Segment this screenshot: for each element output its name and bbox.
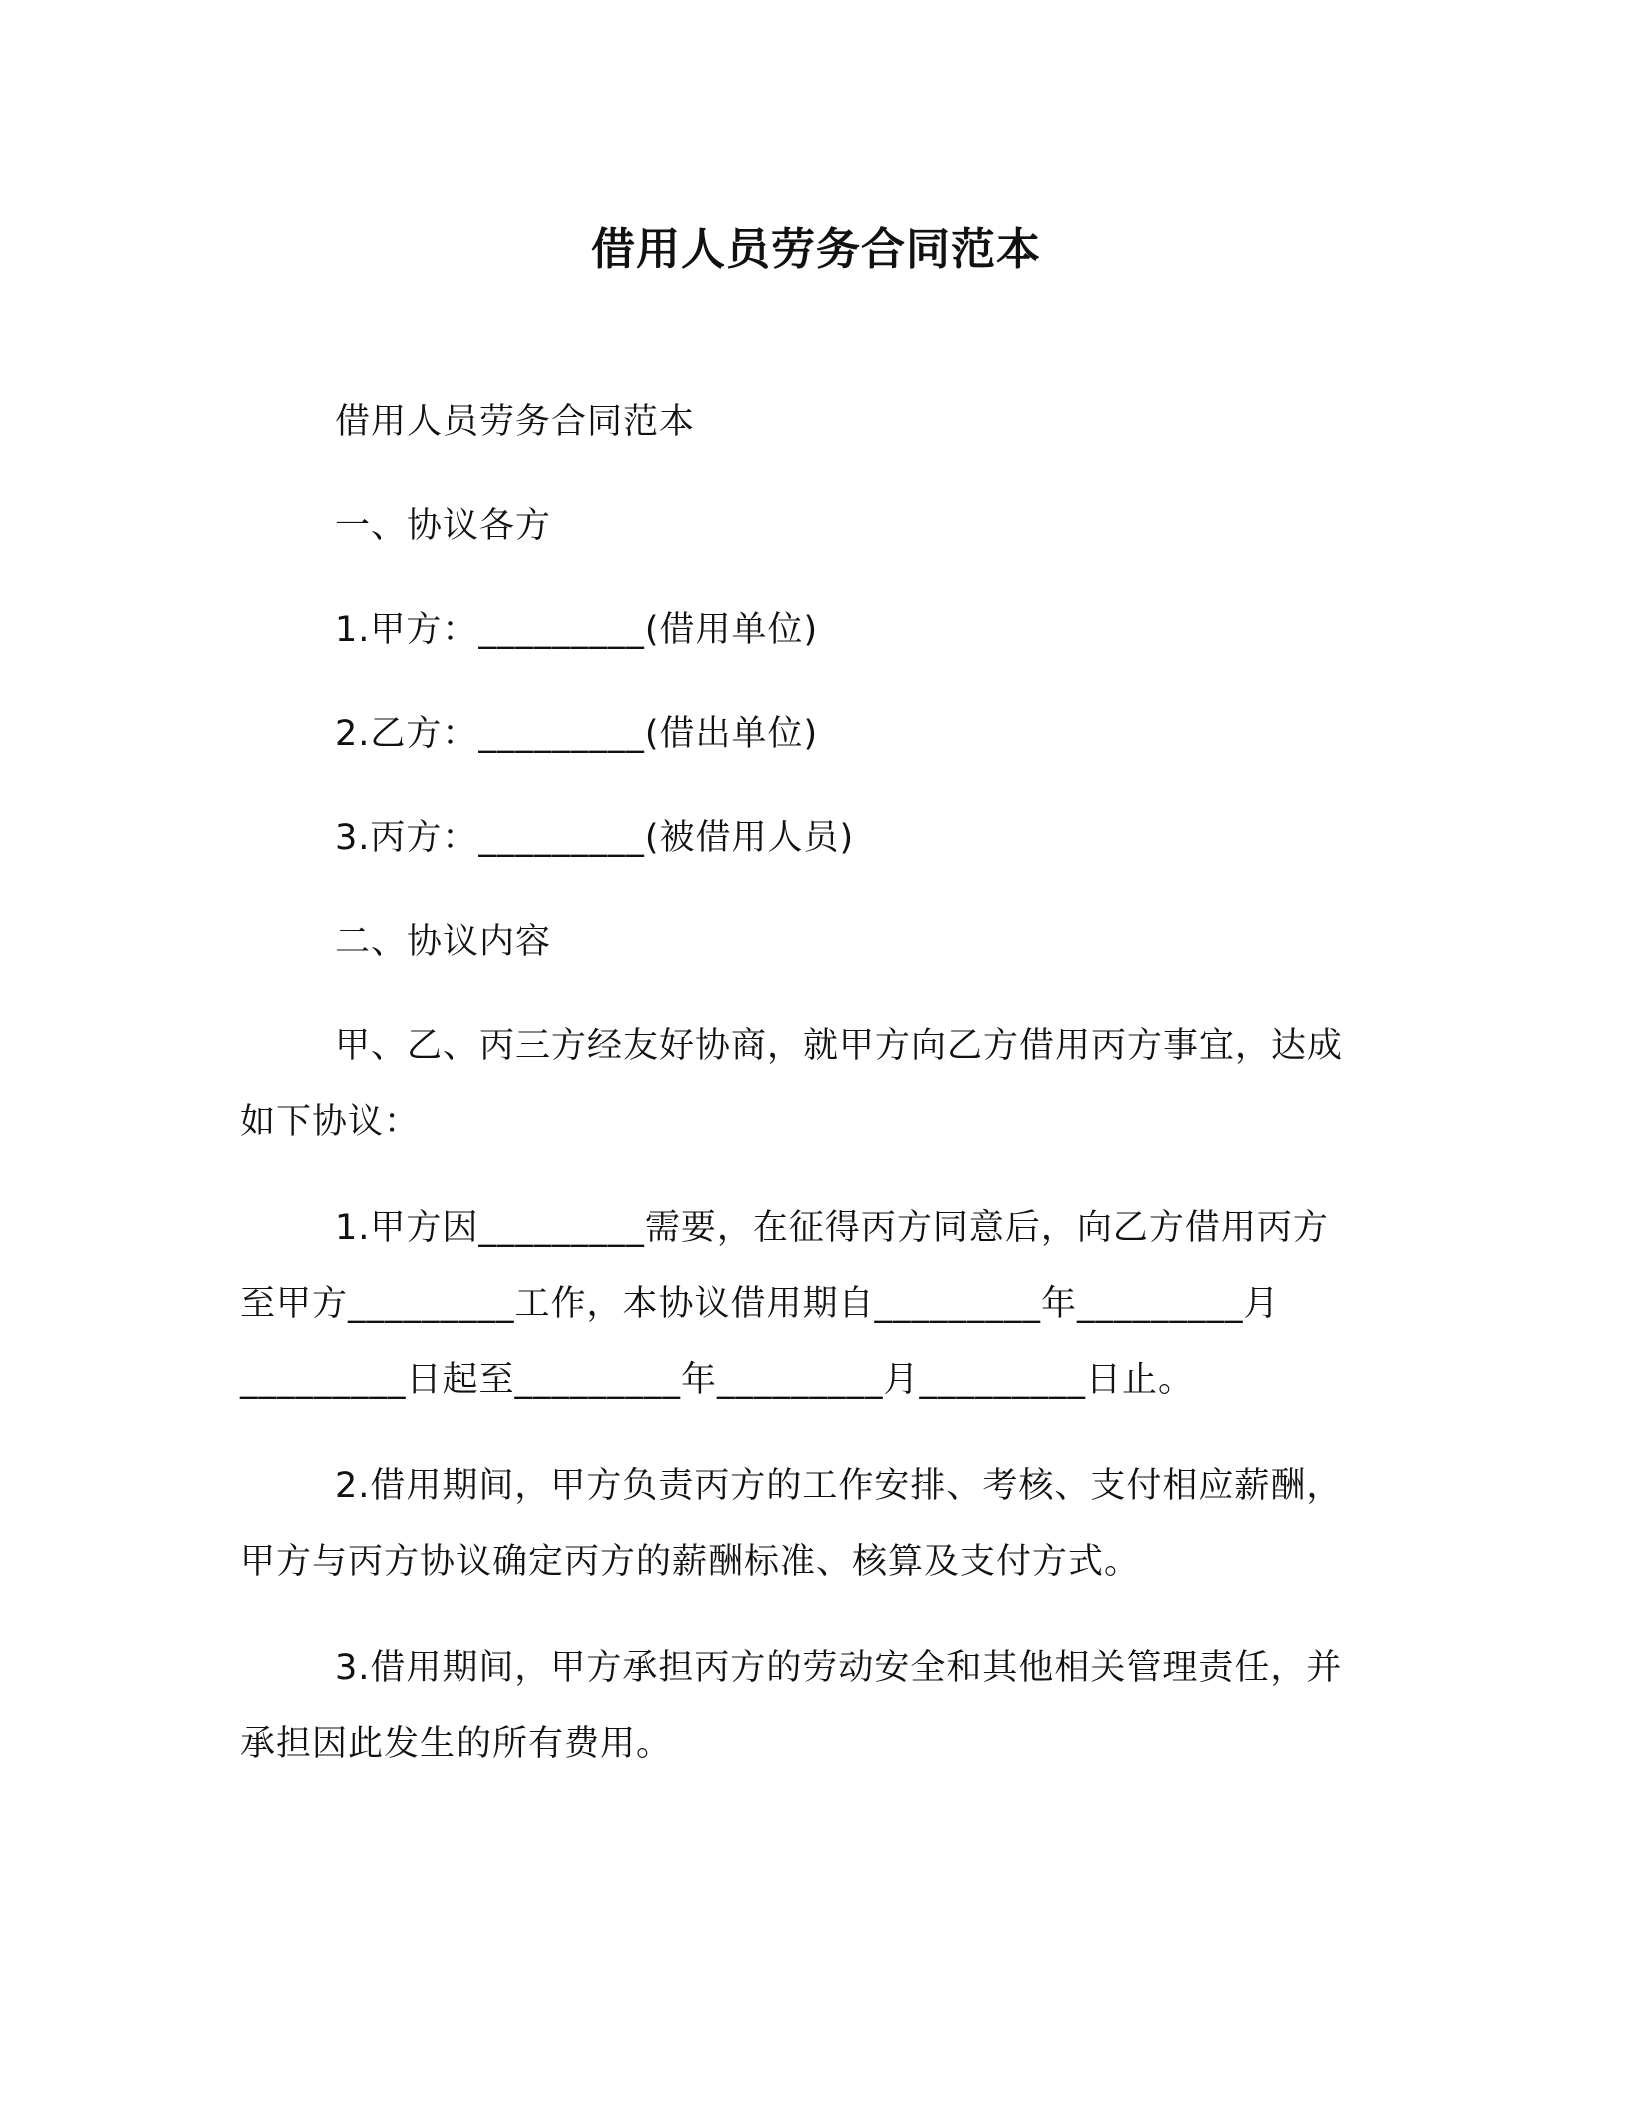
section-1-heading-text: 一、协议各方 xyxy=(335,506,552,546)
clause-1-line-3: _________日起至_________年_________月_________日止。 xyxy=(240,1360,1195,1400)
intro-paragraph xyxy=(240,1008,1390,1160)
party-b-text: 2.乙方：_________(借出单位) xyxy=(335,714,819,754)
party-c xyxy=(240,800,1390,876)
clause-2-paragraph xyxy=(240,1448,1390,1600)
party-b xyxy=(240,696,1390,772)
clause-2-line-1: 2.借用期间，甲方负责丙方的工作安排、考核、支付相应薪酬， xyxy=(335,1466,1343,1506)
party-a xyxy=(240,592,1390,668)
section-2-heading xyxy=(240,904,1390,980)
subtitle-text: 借用人员劳务合同范本 xyxy=(335,402,696,442)
document-title: 借用人员劳务合同范本 xyxy=(591,224,1041,275)
clause-2-line-2: 甲方与丙方协议确定丙方的薪酬标准、核算及支付方式。 xyxy=(240,1542,1141,1582)
clause-1-paragraph xyxy=(240,1190,1390,1418)
clause-3-line-2: 承担因此发生的所有费用。 xyxy=(240,1724,673,1764)
section-1-heading xyxy=(240,488,1390,564)
clause-3-line-1: 3.借用期间，甲方承担丙方的劳动安全和其他相关管理责任，并 xyxy=(335,1648,1343,1688)
party-a-text: 1.甲方：_________(借用单位) xyxy=(335,610,819,650)
clause-1-line-1: 1.甲方因_________需要，在征得丙方同意后，向乙方借用丙方 xyxy=(335,1208,1329,1248)
intro-line-2: 如下协议： xyxy=(240,1102,421,1142)
intro-line-1: 甲、乙、丙三方经友好协商，就甲方向乙方借用丙方事宜，达成 xyxy=(335,1026,1344,1066)
party-c-text: 3.丙方：_________(被借用人员) xyxy=(335,818,855,858)
subtitle xyxy=(240,384,1390,460)
clause-1-line-2: 至甲方_________工作，本协议借用期自_________年_________月 xyxy=(240,1284,1280,1324)
section-2-heading-text: 二、协议内容 xyxy=(335,922,552,962)
clause-3-paragraph xyxy=(240,1630,1390,1782)
